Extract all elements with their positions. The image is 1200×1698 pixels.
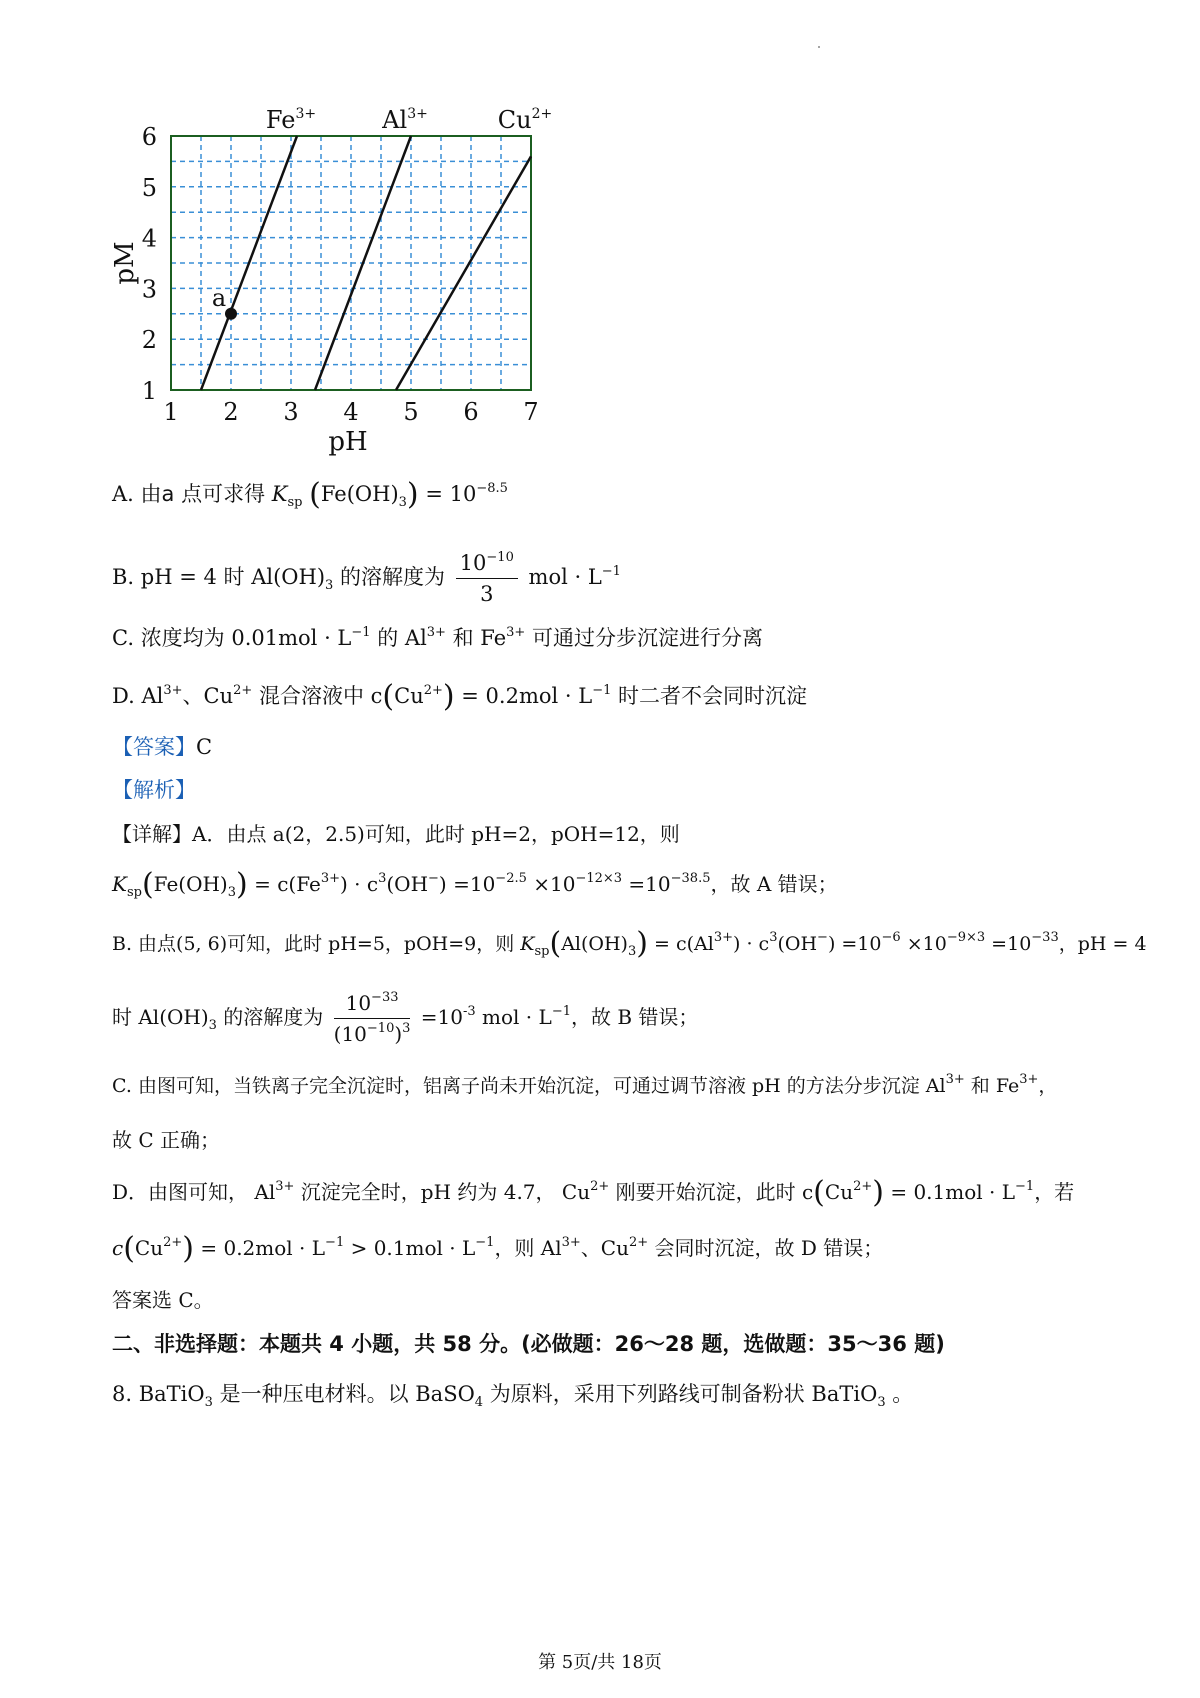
series-label-cu: $Cu^{2+}$	[497, 106, 553, 134]
x-tick-label: 2	[223, 398, 239, 426]
option-text: 可通过分步沉淀进行分离	[525, 626, 764, 650]
y-tick-label: 2	[141, 326, 157, 355]
option-text: pH = 4 时 Al(OH)	[140, 565, 326, 589]
detail-tag: 【详解】	[112, 822, 192, 846]
option-b	[112, 550, 621, 607]
chart-grid	[171, 136, 531, 390]
option-text: 混合溶液中 c	[252, 684, 383, 708]
speck	[818, 46, 820, 48]
detail-text: A．由点 a(2，2.5)可知，此时 pH=2，pOH=12，则	[192, 822, 680, 846]
formula-sub: 3	[325, 578, 334, 593]
detail-line-1	[112, 820, 680, 848]
y-tick-label: 3	[141, 275, 157, 304]
series-labels	[266, 106, 552, 134]
ksp-symbol: K	[271, 482, 288, 506]
option-d: D. $Al^{3+}$、$Cu^{2+}$ 混合溶液中 $c(Cu^{2+}) = 0.2mol \cdot L^{-1}$ 时二者不会同时沉淀	[112, 679, 808, 714]
answer-tag: 【答案】	[112, 735, 196, 759]
y-tick-label: 5	[141, 173, 157, 202]
exp: −1	[351, 625, 371, 640]
formula-sub: 3	[398, 495, 407, 510]
section-heading: 二、非选择题：本题共 4 小题，共 58 分。(必做题：26～28 题，选做题：35～36 题)	[112, 1332, 945, 1356]
denominator: 3	[480, 582, 494, 606]
ion: Cu	[394, 684, 424, 708]
exponent: −8.5	[476, 481, 508, 496]
fraction: $\frac{10^{-33}}{(10^{-10})^3}$	[333, 990, 411, 1046]
option-text: 浓度均为 0.01mol · L	[140, 626, 352, 650]
analysis-line	[112, 776, 196, 804]
analysis-tag: 【解析】	[112, 778, 196, 802]
pm-ph-chart	[105, 100, 605, 500]
detail-line-9: 答案选 C。	[112, 1288, 214, 1312]
formula: Fe(OH)	[320, 482, 399, 506]
equation: = 10	[425, 482, 477, 506]
y-axis-label: pM	[110, 241, 140, 285]
option-c	[112, 624, 763, 652]
option-text: 和 Fe	[445, 626, 507, 650]
option-text: 时二者不会同时沉淀	[611, 684, 808, 708]
answer-line	[112, 733, 212, 761]
x-tick-label: 6	[463, 398, 479, 426]
unit-exp: −1	[601, 564, 621, 579]
detail-line-8: $c(Cu^{2+}) = 0.2mol \cdot L^{-1} > 0.1mol \cdot L^{-1}$，则 $Al^{3+}$、$Cu^{2+}$ 会同时沉淀，故 D 错误；	[112, 1231, 884, 1266]
x-tick-label: 3	[283, 398, 299, 426]
y-tick-label: 6	[141, 123, 157, 151]
series-line-cu	[396, 156, 531, 390]
ksp-sub: sp	[287, 495, 303, 510]
exp: −1	[592, 683, 612, 698]
detail-line-4: 时 $Al(OH)_3$ 的溶解度为 $\frac{10^{-33}}{(10^{-10})^3}$ $=10^{-3}$ mol · $L^{-1}$，故 B 错误；	[112, 990, 699, 1046]
option-a: A. 由a 点可求得 $K_{sp}$ $(Fe(OH)_3) = 10^{-8.5}$	[112, 477, 508, 512]
option-label: B.	[112, 565, 135, 589]
detail-line-6: 故 C 正确；	[112, 1128, 221, 1152]
x-tick-label: 5	[403, 398, 419, 426]
y-tick-labels	[142, 123, 157, 405]
exp: 3+	[163, 683, 183, 698]
detail-line-3: B. 由点(5, 6)可知，此时 pH=5，pOH=9，则 $K_{sp}(Al(OH)_3) = c(Al^{3+}) \cdot c^3(OH^-) =10^{-6} \times 10^{-9\times 3} =10^{-33}$，pH = 4	[112, 926, 1147, 961]
option-text: Al	[141, 684, 164, 708]
numerator: 10	[459, 551, 487, 575]
option-text-2: 的溶解度为	[339, 565, 445, 589]
option-label: C.	[112, 626, 134, 650]
option-label: D.	[112, 684, 135, 708]
option-text: = 0.2mol · L	[454, 684, 593, 708]
detail-line-7: D．由图可知， $Al^{3+}$ 沉淀完全时，pH 约为 4.7， $Cu^{2+}$ 刚要开始沉淀，此时 $c(Cu^{2+}) = 0.1mol \cdot L^{-1}$，若	[112, 1175, 1075, 1210]
option-label: A.	[112, 482, 134, 506]
point-a	[225, 308, 237, 320]
detail-line-5: C. 由图可知，当铁离子完全沉淀时，铝离子尚未开始沉淀，可通过调节溶液 pH 的方法分步沉淀 $Al^{3+}$ 和 $Fe^{3+}$，	[112, 1072, 1058, 1097]
x-tick-labels	[163, 398, 538, 426]
series-label-fe: $Fe^{3+}$	[265, 106, 317, 134]
numerator-exp: −10	[486, 550, 514, 565]
option-text: 的 Al	[370, 626, 427, 650]
exp: 3+	[506, 625, 526, 640]
fraction	[456, 550, 518, 607]
x-axis-label: pH	[328, 427, 368, 457]
answer-value: C	[196, 735, 213, 759]
exp: 2+	[233, 683, 253, 698]
option-text: 由a 点可求得	[140, 482, 266, 506]
y-tick-label: 4	[141, 224, 157, 253]
detail-line-2: $K_{sp}(Fe(OH)_3) = c(Fe^{3+}) \cdot c^3(OH^-) =10^{-2.5} \times 10^{-12\times 3} =10^{-38.5}$，故 A 错误；	[112, 867, 838, 902]
unit: mol · L	[528, 565, 602, 589]
x-tick-label: 4	[343, 398, 359, 426]
exp: 3+	[426, 625, 446, 640]
question-8: 8. BaTiO$_3$ 是一种压电材料。以 BaSO$_4$ 为原料，采用下列路线可制备粉状 BaTiO$_3$ 。	[112, 1382, 914, 1410]
exp: 2+	[423, 683, 443, 698]
page-footer: 第 5页/共 18页	[538, 1652, 662, 1673]
series-label-al: $Al^{3+}$	[382, 106, 428, 134]
y-tick-label: 1	[141, 377, 157, 405]
x-tick-label: 7	[523, 398, 539, 426]
option-text: 、Cu	[182, 684, 234, 708]
x-tick-label: 1	[163, 398, 179, 426]
point-label-a: a	[211, 283, 227, 312]
